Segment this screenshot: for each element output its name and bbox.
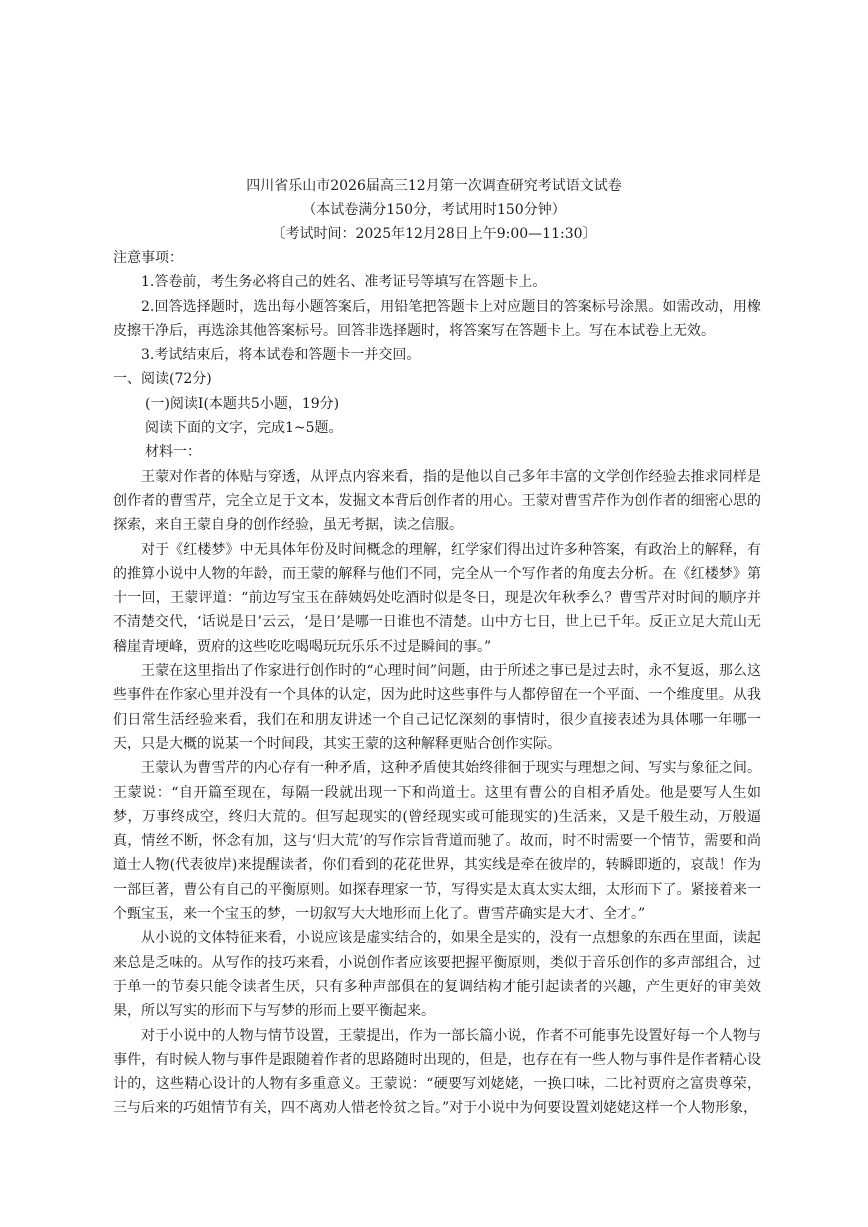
article-paragraph-3: 王蒙在这里指出了作家进行创作时的“心理时间”问题，由于所述之事已是过去时，永不复返，那么这些事件在作家心里并没有一个具体的认定，因为此时这些事件与人都停留在一个平面、一个维度里。从我们日常生活经验来看，我们在和朋友讲述一个自己记忆深刻的事情时，很少直接表述为具体哪一年哪一天，只是大概的说某一个时间段，其实王蒙的这种解释更贴合创作实际。 [113,663,761,752]
section-subheading: (一)阅读Ⅰ(本题共5小题，19分) [145,395,340,412]
article-paragraph-4: 王蒙认为曹雪芹的内心存有一种矛盾，这种矛盾使其始终徘徊于现实与理想之间、写实与象征之间。王蒙说：“自开篇至现在，每隔一段就出现一下和尚道士。这里有曹公的自相矛盾处。他是要写人生如梦，万事终成空，终归大荒的。但写起现实的(曾经现实或可能现实的)生活来，又是千般生动，万般逼真，情丝不断，怀念有加，这与‘归大荒’的写作宗旨背道而驰了。故而，时不时需要一个情节，需要和尚道士人物(代表彼岸)来提醒读者，你们看到的花花世界，其实线是牵在彼岸的，转瞬即逝的，哀哉！作为一部巨著，曹公有自己的平衡原则。如探春理家一节，写得实是太真太实太细，太形而下了。紧接着来一个甄宝玉，来一个宝玉的梦，一切叙写大大地形而上化了。曹雪芹确实是大才、全才。” [113,760,761,923]
exam-header [0,174,868,246]
material-label: 材料一： [145,444,201,461]
article-paragraph-1: 王蒙对作者的体贴与穿透，从评点内容来看，指的是他以自己多年丰富的文学创作经验去推求同样是创作者的曹雪芹，完全立足于文本，发掘文本背后创作者的用心。王蒙对曹雪芹作为创作者的细密心思的探索，来自王蒙自身的创作经验，虽无考据，读之信服。 [113,468,761,534]
exam-time: 〔考试时间：2025年12月28日上午9:00—11:30〕 [271,226,597,242]
notice-heading: 注意事项： [113,250,183,266]
notice-item-1: 1.答卷前，考生务必将自己的姓名、准考证号等填写在答题卡上。 [141,274,547,291]
article-paragraph-5: 从小说的文体特征来看，小说应该是虚实结合的，如果全是实的，没有一点想象的东西在里面，读起来总是乏味的。从写作的技巧来看，小说创作者应该要把握平衡原则，类似于音乐创作的多声部组合，过于单一的节奏只能令读者生厌，只有多种声部俱在的复调结构才能引起读者的兴趣，产生更好的审美效果，所以写实的形而下与写梦的形而上要平衡起来。 [113,930,761,1020]
notice-item-3: 3.考试结束后，将本试卷和答题卡一并交回。 [141,347,421,364]
exam-body [113,246,761,1121]
section-heading: 一、阅读(72分) [113,371,212,388]
notice-item-2: 2.回答选择题时，选出每小题答案后，用铅笔把答题卡上对应题目的答案标号涂黑。如需改动，用橡皮擦干净后，再选涂其他答案标号。回答非选择题时，将答案写在答题卡上。写在本试卷上无效。 [113,298,761,339]
exam-title: 四川省乐山市2026届高三12月第一次调查研究考试语文试卷 [246,178,622,194]
section-instruction: 阅读下面的文字，完成1~5题。 [145,420,343,437]
article-paragraph-2: 对于《红楼梦》中无具体年份及时间概念的理解，红学家们得出过许多种答案，有政治上的解释，有的推算小说中人物的年龄，而王蒙的解释与他们不同，完全从一个写作者的角度去分析。在《红楼梦》第十一回，王蒙评道：“前边写宝玉在薛姨妈处吃酒时似是冬日，现是次年秋季么？曹雪芹对时间的顺序并不清楚交代，‘话说是日’云云，‘是日’是哪一日谁也不清楚。山中方七日，世上已千年。反正立足大荒山无稽崖青埂峰，贾府的这些吃吃喝喝玩玩乐乐不过是瞬间的事。” [113,541,761,655]
article-paragraph-6: 对于小说中的人物与情节设置，王蒙提出，作为一部长篇小说，作者不可能事先设置好每一个人物与事件，有时候人物与事件是跟随着作者的思路随时出现的，但是，也存在有一些人物与事件是作者精心设计的，这些精心设计的人物有多重意义。王蒙说：“硬要写刘姥姥，一换口味，二比衬贾府之富贵尊荣，三与后来的巧姐情节有关，四不离劝人惜老怜贫之旨。”对于小说中为何要设置刘姥姥这样一个人物形象， [113,1027,761,1117]
exam-subtitle: （本试卷满分150分，考试用时150分钟） [302,202,566,218]
